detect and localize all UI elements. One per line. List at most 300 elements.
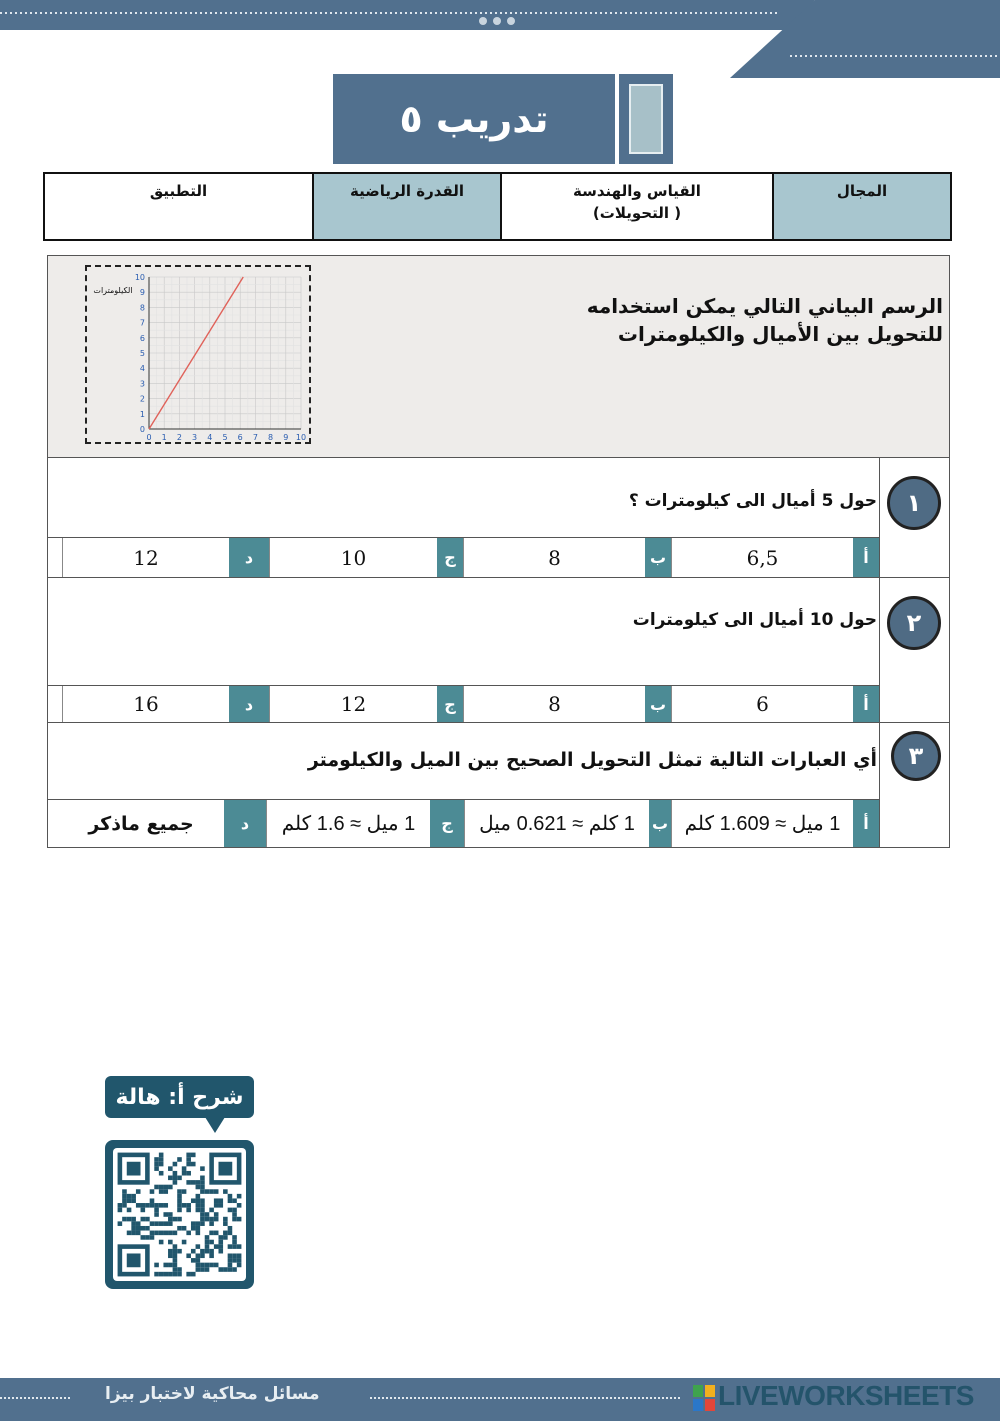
- qr-module: [173, 1267, 178, 1272]
- qr-module: [127, 1194, 132, 1199]
- qr-module: [127, 1217, 132, 1222]
- qr-module: [186, 1272, 191, 1277]
- qr-module: [150, 1235, 155, 1240]
- qr-module: [218, 1244, 223, 1249]
- footer-dotline-left: [0, 1397, 70, 1399]
- qr-module: [177, 1208, 182, 1213]
- q2-option-d-letter[interactable]: د: [229, 686, 269, 722]
- qr-module: [131, 1226, 136, 1231]
- qr-module: [186, 1208, 191, 1213]
- qr-module: [196, 1208, 201, 1213]
- qr-module: [209, 1189, 214, 1194]
- qr-module: [186, 1162, 191, 1167]
- qr-module: [163, 1221, 168, 1226]
- qr-module: [232, 1244, 237, 1249]
- qr-module: [200, 1189, 205, 1194]
- qr-module: [200, 1208, 205, 1213]
- qr-module: [186, 1157, 191, 1162]
- qr-module: [200, 1203, 205, 1208]
- qr-module: [200, 1253, 205, 1258]
- qr-module: [159, 1231, 164, 1236]
- qr-module: [196, 1267, 201, 1272]
- qr-module: [205, 1244, 210, 1249]
- qr-module: [186, 1171, 191, 1176]
- qr-module: [205, 1249, 210, 1254]
- q3-option-a-letter[interactable]: أ: [853, 800, 879, 847]
- qr-module: [154, 1166, 159, 1171]
- q1-option-c[interactable]: 10: [269, 538, 437, 577]
- qr-finder-core: [218, 1162, 232, 1176]
- qr-module: [173, 1231, 178, 1236]
- qr-module: [159, 1171, 164, 1176]
- x-tick-label: 4: [207, 433, 213, 442]
- qr-code-pattern: [113, 1148, 246, 1281]
- qr-module: [159, 1203, 164, 1208]
- y-tick-label: 5: [139, 349, 145, 358]
- qr-module: [223, 1267, 228, 1272]
- qr-module: [196, 1221, 201, 1226]
- qr-module: [191, 1221, 196, 1226]
- qr-finder-core: [127, 1162, 141, 1176]
- qr-module: [228, 1267, 233, 1272]
- qr-module: [237, 1258, 242, 1263]
- footer-dotline-right: [370, 1397, 680, 1399]
- qr-module: [173, 1217, 178, 1222]
- qr-module: [196, 1185, 201, 1190]
- qr-module: [168, 1176, 173, 1181]
- qr-module: [205, 1235, 210, 1240]
- qr-module: [214, 1203, 219, 1208]
- question-2: [48, 578, 949, 723]
- qr-module: [200, 1221, 205, 1226]
- qr-module: [232, 1235, 237, 1240]
- x-tick-label: 9: [283, 433, 289, 442]
- qr-module: [168, 1221, 173, 1226]
- qr-module: [154, 1272, 159, 1277]
- qr-module: [154, 1162, 159, 1167]
- qr-module: [168, 1166, 173, 1171]
- qr-module: [131, 1194, 136, 1199]
- qr-module: [154, 1231, 159, 1236]
- qr-module: [159, 1157, 164, 1162]
- qr-module: [159, 1221, 164, 1226]
- q2-option-c[interactable]: 12: [269, 686, 437, 722]
- qr-module: [141, 1235, 146, 1240]
- qr-module: [150, 1231, 155, 1236]
- qr-code[interactable]: [105, 1140, 254, 1289]
- qr-module: [182, 1171, 187, 1176]
- qr-module: [218, 1203, 223, 1208]
- qr-module: [173, 1162, 178, 1167]
- q1-option-c-letter[interactable]: ج: [437, 538, 463, 577]
- qr-module: [200, 1166, 205, 1171]
- qr-module: [205, 1217, 210, 1222]
- qr-module: [122, 1189, 127, 1194]
- qr-module: [177, 1189, 182, 1194]
- qr-module: [122, 1194, 127, 1199]
- qr-module: [232, 1212, 237, 1217]
- qr-module: [177, 1272, 182, 1277]
- qr-module: [131, 1217, 136, 1222]
- qr-module: [154, 1185, 159, 1190]
- qr-module: [159, 1272, 164, 1277]
- q2-option-a[interactable]: 6: [671, 686, 853, 722]
- qr-module: [232, 1198, 237, 1203]
- q2-option-b[interactable]: 8: [463, 686, 645, 722]
- qr-module: [237, 1253, 242, 1258]
- qr-module: [168, 1263, 173, 1268]
- qr-module: [154, 1221, 159, 1226]
- qr-module: [191, 1153, 196, 1158]
- q1-options: [48, 537, 879, 577]
- qr-module: [154, 1203, 159, 1208]
- qr-module: [228, 1253, 233, 1258]
- qr-module: [168, 1217, 173, 1222]
- qr-module: [218, 1198, 223, 1203]
- qr-module: [191, 1162, 196, 1167]
- qr-module: [118, 1221, 123, 1226]
- domain-value-line1: القياس والهندسة: [573, 182, 701, 200]
- qr-module: [214, 1244, 219, 1249]
- qr-module: [214, 1198, 219, 1203]
- y-tick-label: 7: [139, 318, 145, 328]
- qr-module: [168, 1253, 173, 1258]
- qr-module: [205, 1212, 210, 1217]
- qr-module: [228, 1194, 233, 1199]
- q1-option-b-letter[interactable]: ب: [645, 538, 671, 577]
- qr-module: [163, 1231, 168, 1236]
- intro-line1: الرسم البياني التالي يمكن استخدامه: [586, 294, 943, 318]
- qr-module: [122, 1198, 127, 1203]
- qr-module: [145, 1226, 150, 1231]
- q1-text: حول 5 أميال الى كيلومترات ؟: [628, 491, 877, 511]
- qr-module: [228, 1258, 233, 1263]
- qr-module: [177, 1203, 182, 1208]
- qr-module: [196, 1198, 201, 1203]
- y-tick-label: 0: [139, 425, 145, 434]
- qr-module: [182, 1166, 187, 1171]
- qr-module: [127, 1198, 132, 1203]
- x-tick-label: 6: [237, 433, 243, 442]
- qr-module: [136, 1189, 141, 1194]
- x-tick-label: 2: [176, 433, 182, 442]
- qr-module: [218, 1267, 223, 1272]
- x-tick-label: 10: [295, 433, 307, 442]
- y-axis-label: الكيلومترات: [93, 286, 133, 295]
- qr-module: [186, 1180, 191, 1185]
- qr-module: [150, 1221, 155, 1226]
- qr-module: [186, 1231, 191, 1236]
- explanation-badge: شرح أ: هالة: [105, 1076, 254, 1118]
- qr-module: [200, 1263, 205, 1268]
- qr-module: [159, 1240, 164, 1245]
- q2-option-a-letter[interactable]: أ: [853, 686, 879, 722]
- qr-module: [223, 1231, 228, 1236]
- qr-module: [159, 1189, 164, 1194]
- qr-module: [191, 1226, 196, 1231]
- qr-module: [191, 1180, 196, 1185]
- qr-module: [205, 1263, 210, 1268]
- qr-module: [237, 1217, 242, 1222]
- qr-module: [214, 1212, 219, 1217]
- qr-module: [196, 1258, 201, 1263]
- qr-module: [131, 1221, 136, 1226]
- qr-module: [163, 1263, 168, 1268]
- y-tick-label: 8: [139, 303, 145, 313]
- qr-module: [228, 1208, 233, 1213]
- qr-module: [205, 1240, 210, 1245]
- domain-value-line2: (التحويلات ): [592, 204, 682, 222]
- qr-module: [228, 1263, 233, 1268]
- q2-number: ٢: [887, 596, 941, 650]
- qr-module: [237, 1244, 242, 1249]
- qr-module: [214, 1263, 219, 1268]
- qr-module: [141, 1217, 146, 1222]
- liveworksheets-brand[interactable]: LIVEWORKSHEETS: [718, 1380, 974, 1411]
- q2-option-c-letter[interactable]: ج: [437, 686, 463, 722]
- q3-option-d[interactable]: جميع ماذكر: [88, 812, 194, 835]
- qr-module: [186, 1153, 191, 1158]
- qr-module: [228, 1198, 233, 1203]
- qr-module: [237, 1263, 242, 1268]
- qr-module: [196, 1253, 201, 1258]
- x-tick-label: 1: [161, 433, 167, 442]
- qr-module: [209, 1231, 214, 1236]
- qr-module: [191, 1249, 196, 1254]
- skill-label: القدرة الرياضية: [312, 174, 500, 239]
- qr-module: [196, 1194, 201, 1199]
- qr-module: [159, 1185, 164, 1190]
- qr-module: [196, 1226, 201, 1231]
- qr-module: [154, 1208, 159, 1213]
- qr-module: [205, 1267, 210, 1272]
- q2-option-d[interactable]: 16: [62, 686, 229, 722]
- liveworksheets-logo-icon: [693, 1385, 715, 1411]
- qr-module: [177, 1267, 182, 1272]
- q2-option-b-letter[interactable]: ب: [645, 686, 671, 722]
- q3-option-c[interactable]: 1 ميل ≈ 1.6 كلم: [266, 800, 430, 847]
- qr-module: [182, 1226, 187, 1231]
- qr-module: [168, 1240, 173, 1245]
- y-tick-label: 6: [139, 333, 145, 343]
- page-title: تدريب ٥: [399, 97, 549, 141]
- qr-module: [150, 1189, 155, 1194]
- qr-module: [141, 1226, 146, 1231]
- qr-module: [177, 1176, 182, 1181]
- intro-line2: للتحويل بين الأميال والكيلومترات: [617, 322, 943, 346]
- qr-module: [173, 1171, 178, 1176]
- qr-module: [122, 1217, 127, 1222]
- qr-module: [136, 1203, 141, 1208]
- qr-module: [136, 1231, 141, 1236]
- qr-module: [196, 1231, 201, 1236]
- skill-value: التطبيق: [149, 182, 208, 200]
- qr-module: [205, 1189, 210, 1194]
- qr-module: [177, 1217, 182, 1222]
- chart-svg: [87, 267, 309, 442]
- qr-module: [223, 1221, 228, 1226]
- qr-module: [196, 1180, 201, 1185]
- qr-module: [232, 1258, 237, 1263]
- intro-text: [523, 292, 943, 348]
- y-tick-label: 9: [139, 288, 145, 298]
- info-table: [43, 172, 952, 241]
- qr-module: [173, 1244, 178, 1249]
- qr-module: [200, 1198, 205, 1203]
- qr-module: [122, 1203, 127, 1208]
- badge-pointer: [205, 1117, 225, 1133]
- qr-module: [223, 1235, 228, 1240]
- qr-module: [136, 1221, 141, 1226]
- title-side-decoration: [619, 74, 673, 164]
- q3-option-b[interactable]: 1 كلم ≈ 0.621 ميل: [464, 800, 649, 847]
- question-3: [48, 723, 949, 848]
- x-tick-label: 0: [146, 433, 152, 442]
- qr-module: [168, 1272, 173, 1277]
- qr-module: [131, 1198, 136, 1203]
- qr-module: [173, 1249, 178, 1254]
- qr-module: [131, 1231, 136, 1236]
- qr-module: [173, 1253, 178, 1258]
- qr-module: [159, 1153, 164, 1158]
- qr-module: [196, 1244, 201, 1249]
- qr-module: [163, 1203, 168, 1208]
- y-tick-label: 10: [134, 273, 145, 282]
- qr-module: [136, 1226, 141, 1231]
- qr-module: [150, 1198, 155, 1203]
- q1-option-a-letter[interactable]: أ: [853, 538, 879, 577]
- qr-module: [177, 1157, 182, 1162]
- question-1: [48, 458, 949, 578]
- q3-option-a[interactable]: 1 ميل ≈ 1.609 كلم: [671, 800, 853, 847]
- qr-module: [154, 1263, 159, 1268]
- y-tick-label: 3: [139, 379, 145, 389]
- q3-options: [48, 799, 879, 847]
- qr-module: [218, 1240, 223, 1245]
- q2-options: [48, 685, 879, 722]
- q2-text: حول 10 أميال الى كيلومترات: [632, 610, 877, 630]
- qr-module: [163, 1189, 168, 1194]
- qr-module: [173, 1263, 178, 1268]
- qr-module: [237, 1203, 242, 1208]
- qr-module: [232, 1240, 237, 1245]
- qr-module: [214, 1189, 219, 1194]
- qr-module: [127, 1231, 132, 1236]
- qr-module: [218, 1249, 223, 1254]
- qr-module: [150, 1203, 155, 1208]
- y-tick-label: 4: [139, 364, 145, 374]
- domain-label: المجال: [772, 174, 950, 239]
- qr-module: [159, 1162, 164, 1167]
- qr-module: [173, 1258, 178, 1263]
- qr-module: [145, 1203, 150, 1208]
- qr-module: [237, 1194, 242, 1199]
- conversion-graph: [85, 265, 311, 444]
- qr-module: [228, 1244, 233, 1249]
- q3-option-c-letter[interactable]: ج: [430, 800, 464, 847]
- qr-module: [232, 1208, 237, 1213]
- q1-option-d-letter[interactable]: د: [229, 538, 269, 577]
- qr-module: [154, 1212, 159, 1217]
- qr-module: [145, 1235, 150, 1240]
- qr-module: [163, 1212, 168, 1217]
- qr-module: [228, 1226, 233, 1231]
- q1-option-a[interactable]: 6,5: [671, 538, 853, 577]
- qr-module: [127, 1208, 132, 1213]
- qr-module: [214, 1217, 219, 1222]
- qr-finder-core: [127, 1253, 141, 1267]
- qr-module: [223, 1217, 228, 1222]
- x-tick-label: 5: [222, 433, 228, 442]
- qr-module: [232, 1217, 237, 1222]
- qr-module: [209, 1208, 214, 1213]
- qr-module: [209, 1249, 214, 1254]
- qr-module: [154, 1157, 159, 1162]
- qr-module: [200, 1180, 205, 1185]
- qr-module: [186, 1203, 191, 1208]
- qr-module: [141, 1203, 146, 1208]
- qr-module: [196, 1203, 201, 1208]
- q3-option-b-letter[interactable]: ب: [649, 800, 671, 847]
- qr-module: [209, 1217, 214, 1222]
- qr-module: [223, 1189, 228, 1194]
- footer-text: مسائل محاكية لاختبار بيزا: [105, 1384, 320, 1404]
- y-tick-label: 1: [139, 409, 145, 419]
- qr-module: [209, 1240, 214, 1245]
- intro-section: [48, 256, 949, 458]
- q3-option-d-letter[interactable]: د: [224, 800, 266, 847]
- qr-module: [200, 1217, 205, 1222]
- qr-module: [209, 1263, 214, 1268]
- qr-module: [168, 1212, 173, 1217]
- qr-module: [232, 1267, 237, 1272]
- qr-module: [182, 1203, 187, 1208]
- qr-module: [173, 1272, 178, 1277]
- qr-module: [218, 1235, 223, 1240]
- qr-module: [214, 1231, 219, 1236]
- qr-module: [196, 1263, 201, 1268]
- qr-module: [200, 1267, 205, 1272]
- q1-option-d[interactable]: 12: [62, 538, 229, 577]
- qr-module: [182, 1240, 187, 1245]
- qr-module: [200, 1185, 205, 1190]
- qr-module: [200, 1176, 205, 1181]
- qr-module: [228, 1231, 233, 1236]
- y-tick-label: 2: [139, 394, 145, 404]
- qr-module: [168, 1231, 173, 1236]
- qr-module: [200, 1249, 205, 1254]
- qr-module: [173, 1180, 178, 1185]
- qr-module: [168, 1185, 173, 1190]
- top-decorative-bar: [0, 0, 1000, 80]
- qr-module: [191, 1272, 196, 1277]
- qr-module: [168, 1249, 173, 1254]
- q1-option-b[interactable]: 8: [463, 538, 645, 577]
- qr-module: [177, 1198, 182, 1203]
- domain-value: [500, 174, 772, 239]
- qr-module: [177, 1194, 182, 1199]
- qr-module: [177, 1249, 182, 1254]
- qr-module: [209, 1221, 214, 1226]
- qr-module: [141, 1208, 146, 1213]
- qr-module: [177, 1226, 182, 1231]
- q3-number: ٣: [891, 731, 941, 781]
- worksheet-area: [47, 255, 950, 848]
- x-tick-label: 7: [252, 433, 258, 442]
- qr-module: [232, 1253, 237, 1258]
- q3-text: أي العبارات التالية تمثل التحويل الصحيح بين الميل والكيلومتر: [307, 749, 877, 771]
- qr-module: [163, 1185, 168, 1190]
